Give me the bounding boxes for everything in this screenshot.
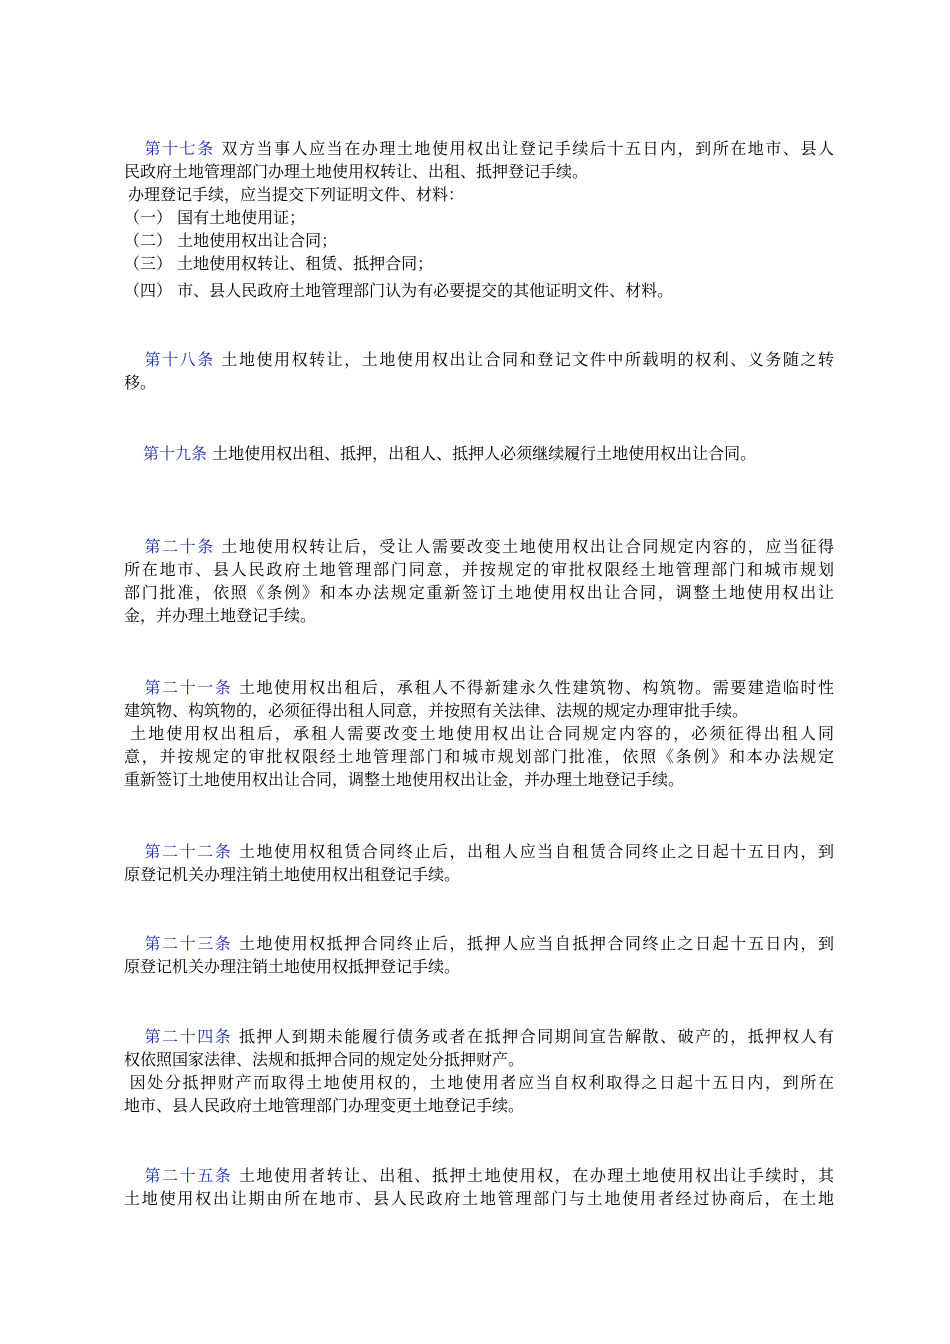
article-25-line-2: 土地使用权出让期由所在地市、县人民政府土地管理部门与土地使用者经过协商后，在土地	[124, 1189, 834, 1208]
article-number: 第十九条	[143, 444, 208, 463]
article-18-line-2: 移。	[124, 373, 157, 392]
article-21-line-5: 重新签订土地使用权出让合同，调整土地使用权出让金，并办理土地登记手续。	[124, 770, 685, 789]
paragraph-text: 因处分抵押财产而取得土地使用权的，土地使用者应当自权利取得之日起十五日内，到所在	[128, 1073, 834, 1092]
article-20-line-4: 金，并办理土地登记手续。	[124, 606, 317, 625]
article-number: 第十七条	[143, 139, 215, 158]
article-21-line-4: 意，并按规定的审批权限经土地管理部门和城市规划部门批准，依照《条例》和本办法规定	[124, 747, 834, 766]
paragraph-text: 双方当事人应当在办理土地使用权出让登记手续后十五日内，到所在地市、县人	[221, 139, 834, 158]
article-number: 第二十三条	[143, 934, 233, 953]
article-23-line-1	[124, 932, 834, 955]
article-20-line-1	[124, 535, 834, 558]
article-21-line-2: 建筑物、构筑物的，必须征得出租人同意，并按照有关法律、法规的规定办理审批手续。	[124, 701, 749, 720]
article-number: 第二十条	[143, 537, 215, 556]
article-24-line-3	[124, 1071, 834, 1094]
paragraph-text: 土地使用者转让、出租、抵押土地使用权，在办理土地使用权出让手续时，其	[238, 1166, 834, 1185]
article-24-line-2: 权依照国家法律、法规和抵押合同的规定处分抵押财产。	[124, 1050, 525, 1069]
list-item: （二） 土地使用权出让合同；	[124, 231, 338, 250]
paragraph-text: 抵押人到期未能履行债务或者在抵押合同期间宣告解散、破产的，抵押权人有	[238, 1027, 834, 1046]
paragraph-text: 土地使用权出租、抵押，出租人、抵押人必须继续履行土地使用权出让合同。	[212, 444, 757, 463]
article-17-line-3	[124, 183, 834, 206]
article-19-line-1	[124, 442, 834, 465]
article-number: 第二十五条	[143, 1166, 233, 1185]
article-17-line-2: 民政府土地管理部门办理土地使用权转让、出租、抵押登记手续。	[124, 162, 589, 181]
paragraph-text: 土地使用权出租后，承租人不得新建永久性建筑物、构筑物。需要建造临时性	[238, 678, 834, 697]
paragraph-text: 土地使用权出租后，承租人需要改变土地使用权出让合同规定内容的，必须征得出租人同	[128, 724, 834, 743]
article-number: 第十八条	[143, 350, 215, 369]
article-24-line-1	[124, 1025, 834, 1048]
article-21-line-1	[124, 676, 834, 699]
article-number: 第二十四条	[143, 1027, 233, 1046]
article-17-line-1	[124, 137, 834, 160]
list-item: （三） 土地使用权转让、租赁、抵押合同；	[124, 254, 434, 273]
article-22-line-2: 原登记机关办理注销土地使用权出租登记手续。	[124, 865, 461, 884]
article-23-line-2: 原登记机关办理注销土地使用权抵押登记手续。	[124, 957, 461, 976]
paragraph-text: 土地使用权转让后，受让人需要改变土地使用权出让合同规定内容的，应当征得	[221, 537, 834, 556]
article-18-line-1	[124, 348, 834, 371]
paragraph-text: 土地使用权转让，土地使用权出让合同和登记文件中所载明的权利、义务随之转	[221, 350, 834, 369]
article-21-line-3	[124, 722, 834, 745]
article-20-line-3: 部门批准，依照《条例》和本办法规定重新签订土地使用权出让合同，调整土地使用权出让	[124, 583, 834, 602]
article-22-line-1	[124, 840, 834, 863]
list-item: （四） 市、县人民政府土地管理部门认为有必要提交的其他证明文件、材料。	[124, 281, 674, 300]
article-number: 第二十二条	[143, 842, 233, 861]
article-24-line-4: 地市、县人民政府土地管理部门办理变更土地登记手续。	[124, 1096, 525, 1115]
paragraph-text: 办理登记手续，应当提交下列证明文件、材料：	[128, 185, 465, 204]
paragraph-text: 土地使用权租赁合同终止后，出租人应当自租赁合同终止之日起十五日内，到	[238, 842, 834, 861]
paragraph-text: 土地使用权抵押合同终止后，抵押人应当自抵押合同终止之日起十五日内，到	[238, 934, 834, 953]
article-25-line-1	[124, 1164, 834, 1187]
article-number: 第二十一条	[143, 678, 233, 697]
article-20-line-2: 所在地市、县人民政府土地管理部门同意，并按规定的审批权限经土地管理部门和城市规划	[124, 560, 834, 579]
list-item: （一） 国有土地使用证；	[124, 208, 306, 227]
